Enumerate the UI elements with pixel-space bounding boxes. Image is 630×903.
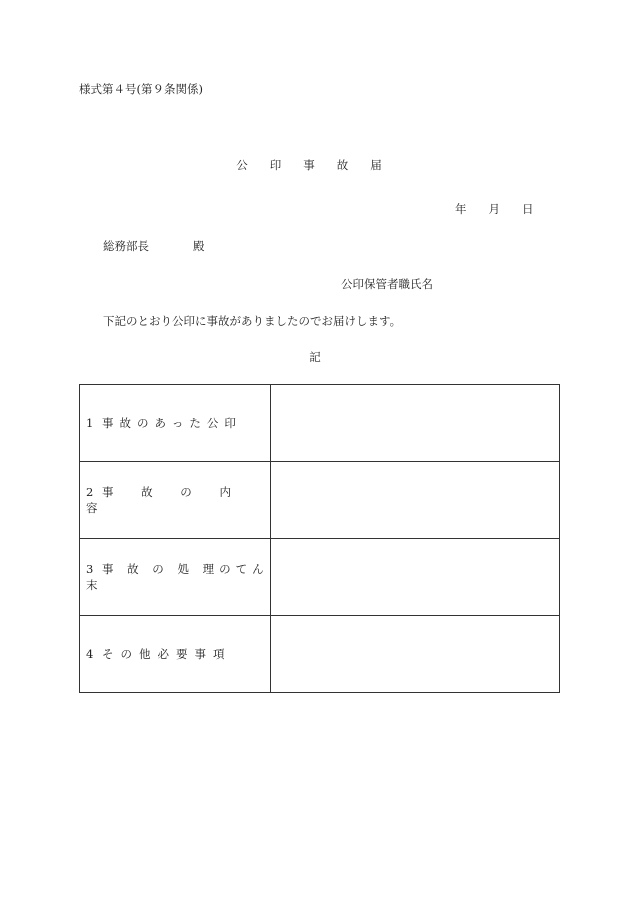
row-label-text: 事 故 の 内 容 bbox=[86, 485, 243, 515]
row-value-field[interactable] bbox=[271, 385, 560, 462]
row-number: 4 bbox=[86, 647, 94, 661]
addressee-honorific: 殿 bbox=[193, 239, 205, 253]
date-line bbox=[455, 201, 534, 217]
row-label bbox=[80, 539, 271, 616]
body-text: 下記のとおり公印に事故がありましたのでお届けします。 bbox=[103, 314, 402, 328]
row-label-text: 事 故 の 処 理のてん末 bbox=[86, 562, 269, 592]
row-number: 2 bbox=[86, 485, 94, 499]
table-row bbox=[80, 539, 560, 616]
row-value-field[interactable] bbox=[271, 462, 560, 539]
date-year-label: 年 bbox=[455, 202, 467, 216]
row-number: 3 bbox=[86, 562, 94, 576]
table-row bbox=[80, 616, 560, 693]
row-label-text: その他必要事項 bbox=[102, 647, 232, 661]
ki-heading: 記 bbox=[309, 350, 321, 364]
form-number: 様式第４号(第９条関係) bbox=[79, 82, 203, 96]
date-month-label: 月 bbox=[488, 202, 500, 216]
custodian-label: 公印保管者職氏名 bbox=[341, 277, 433, 291]
row-label bbox=[80, 385, 271, 462]
row-label-text: 事故のあった公印 bbox=[102, 416, 242, 430]
addressee-position: 総務部長 bbox=[103, 239, 149, 253]
table-row bbox=[80, 385, 560, 462]
row-value-field[interactable] bbox=[271, 539, 560, 616]
addressee bbox=[103, 238, 205, 254]
row-label bbox=[80, 462, 271, 539]
incident-record-table bbox=[79, 384, 560, 693]
row-label bbox=[80, 616, 271, 693]
table-row bbox=[80, 462, 560, 539]
row-number: 1 bbox=[86, 416, 94, 430]
date-day-label: 日 bbox=[522, 202, 534, 216]
document-title: 公印事故届 bbox=[236, 158, 404, 172]
row-value-field[interactable] bbox=[271, 616, 560, 693]
